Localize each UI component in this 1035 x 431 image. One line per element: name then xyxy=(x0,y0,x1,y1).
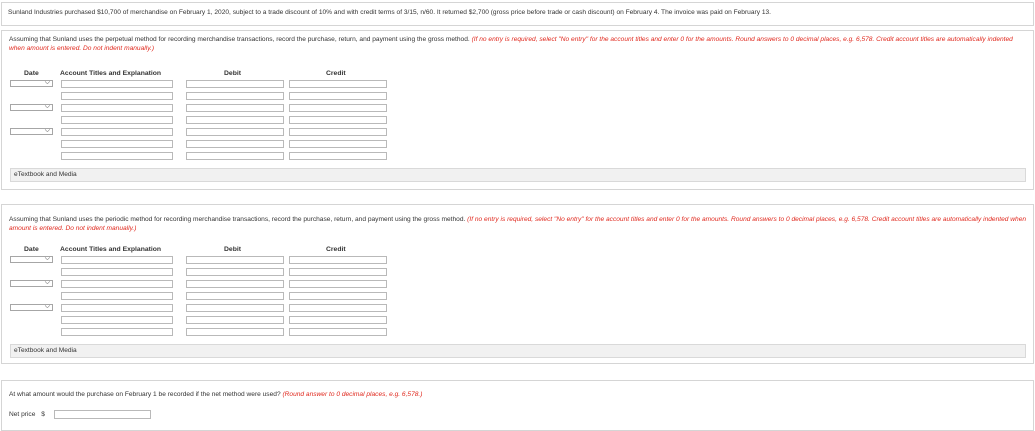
perpetual-section xyxy=(1,30,1034,190)
debit-header: Debit xyxy=(224,70,241,77)
debit-field[interactable] xyxy=(186,128,284,136)
credit-header: Credit xyxy=(326,70,346,77)
net-price-row xyxy=(9,410,1029,419)
net-method-section xyxy=(1,380,1034,431)
debit-field[interactable] xyxy=(186,256,284,264)
account-field[interactable] xyxy=(61,104,173,112)
account-field[interactable] xyxy=(61,268,173,276)
date-select[interactable] xyxy=(10,304,53,311)
date-select[interactable] xyxy=(10,280,53,287)
debit-field[interactable] xyxy=(186,80,284,88)
currency-symbol: $ xyxy=(41,411,45,418)
chevron-down-icon: ⌵ xyxy=(44,103,50,110)
credit-field[interactable] xyxy=(289,328,387,336)
credit-field[interactable] xyxy=(289,80,387,88)
net-price-input[interactable] xyxy=(54,410,151,419)
account-field[interactable] xyxy=(61,280,173,288)
credit-field[interactable] xyxy=(289,316,387,324)
account-field[interactable] xyxy=(61,92,173,100)
credit-field[interactable] xyxy=(289,152,387,160)
debit-field[interactable] xyxy=(186,92,284,100)
debit-field[interactable] xyxy=(186,292,284,300)
chevron-down-icon: ⌵ xyxy=(44,303,50,310)
debit-header: Debit xyxy=(224,246,241,253)
account-field[interactable] xyxy=(61,328,173,336)
net-method-question: At what amount would the purchase on February 1 be recorded if the net method were used? (Round answer to 0 decimal places, e.g. 6,578.) xyxy=(9,391,423,398)
account-field[interactable] xyxy=(61,116,173,124)
date-select[interactable] xyxy=(10,80,53,87)
problem-statement: Sunland Industries purchased $10,700 of merchandise on February 1, 2020, subject to a trade discount of 10% and with credit terms of 3/15, n/60. It returned $2,700 (gross price before trade or cash discount) on February 4. The invoice was paid on February 13. xyxy=(8,9,771,16)
account-header: Account Titles and Explanation xyxy=(60,70,162,77)
account-header: Account Titles and Explanation xyxy=(60,246,162,253)
credit-field[interactable] xyxy=(289,128,387,136)
credit-field[interactable] xyxy=(289,304,387,312)
chevron-down-icon: ⌵ xyxy=(44,279,50,286)
credit-header: Credit xyxy=(326,246,346,253)
date-select[interactable] xyxy=(10,128,53,135)
date-header: Date xyxy=(24,70,39,77)
account-field[interactable] xyxy=(61,292,173,300)
debit-field[interactable] xyxy=(186,116,284,124)
date-select[interactable] xyxy=(10,104,53,111)
perpetual-question: Assuming that Sunland uses the perpetual method for recording merchandise transactions, record the purchase, return, and payment using the gross method. (If no entry is required, select "No entry" for the account titles and enter 0 for the amounts. Round answers to 0 decimal places, e.g. 6,578. Credit account titles are automatically indented when amount is entered. Do not indent manually.) xyxy=(9,36,1013,52)
etextbook-link[interactable]: eTextbook and Media xyxy=(10,168,1026,182)
credit-field[interactable] xyxy=(289,92,387,100)
chevron-down-icon: ⌵ xyxy=(44,255,50,262)
debit-field[interactable] xyxy=(186,152,284,160)
credit-field[interactable] xyxy=(289,104,387,112)
etextbook-link[interactable]: eTextbook and Media xyxy=(10,344,1026,358)
intro-card xyxy=(1,2,1034,26)
date-header: Date xyxy=(24,246,39,253)
chevron-down-icon: ⌵ xyxy=(44,127,50,134)
credit-field[interactable] xyxy=(289,292,387,300)
account-field[interactable] xyxy=(61,80,173,88)
debit-field[interactable] xyxy=(186,316,284,324)
credit-field[interactable] xyxy=(289,268,387,276)
account-field[interactable] xyxy=(61,152,173,160)
debit-field[interactable] xyxy=(186,140,284,148)
chevron-down-icon: ⌵ xyxy=(44,79,50,86)
debit-field[interactable] xyxy=(186,280,284,288)
debit-field[interactable] xyxy=(186,328,284,336)
credit-field[interactable] xyxy=(289,280,387,288)
account-field[interactable] xyxy=(61,140,173,148)
credit-field[interactable] xyxy=(289,140,387,148)
net-price-label: Net price xyxy=(9,411,36,418)
account-field[interactable] xyxy=(61,256,173,264)
periodic-section xyxy=(1,204,1034,364)
debit-field[interactable] xyxy=(186,104,284,112)
date-select[interactable] xyxy=(10,256,53,263)
account-field[interactable] xyxy=(61,316,173,324)
debit-field[interactable] xyxy=(186,304,284,312)
periodic-question: Assuming that Sunland uses the periodic method for recording merchandise transactions, record the purchase, return, and payment using the gross method. (If no entry is required, select "No entry" for the account titles and enter 0 for the amounts. Round answers to 0 decimal places, e.g. 6,578. Credit account titles are automatically indented when amount is entered. Do not indent manually.) xyxy=(9,216,1027,232)
account-field[interactable] xyxy=(61,304,173,312)
debit-field[interactable] xyxy=(186,268,284,276)
credit-field[interactable] xyxy=(289,116,387,124)
account-field[interactable] xyxy=(61,128,173,136)
credit-field[interactable] xyxy=(289,256,387,264)
